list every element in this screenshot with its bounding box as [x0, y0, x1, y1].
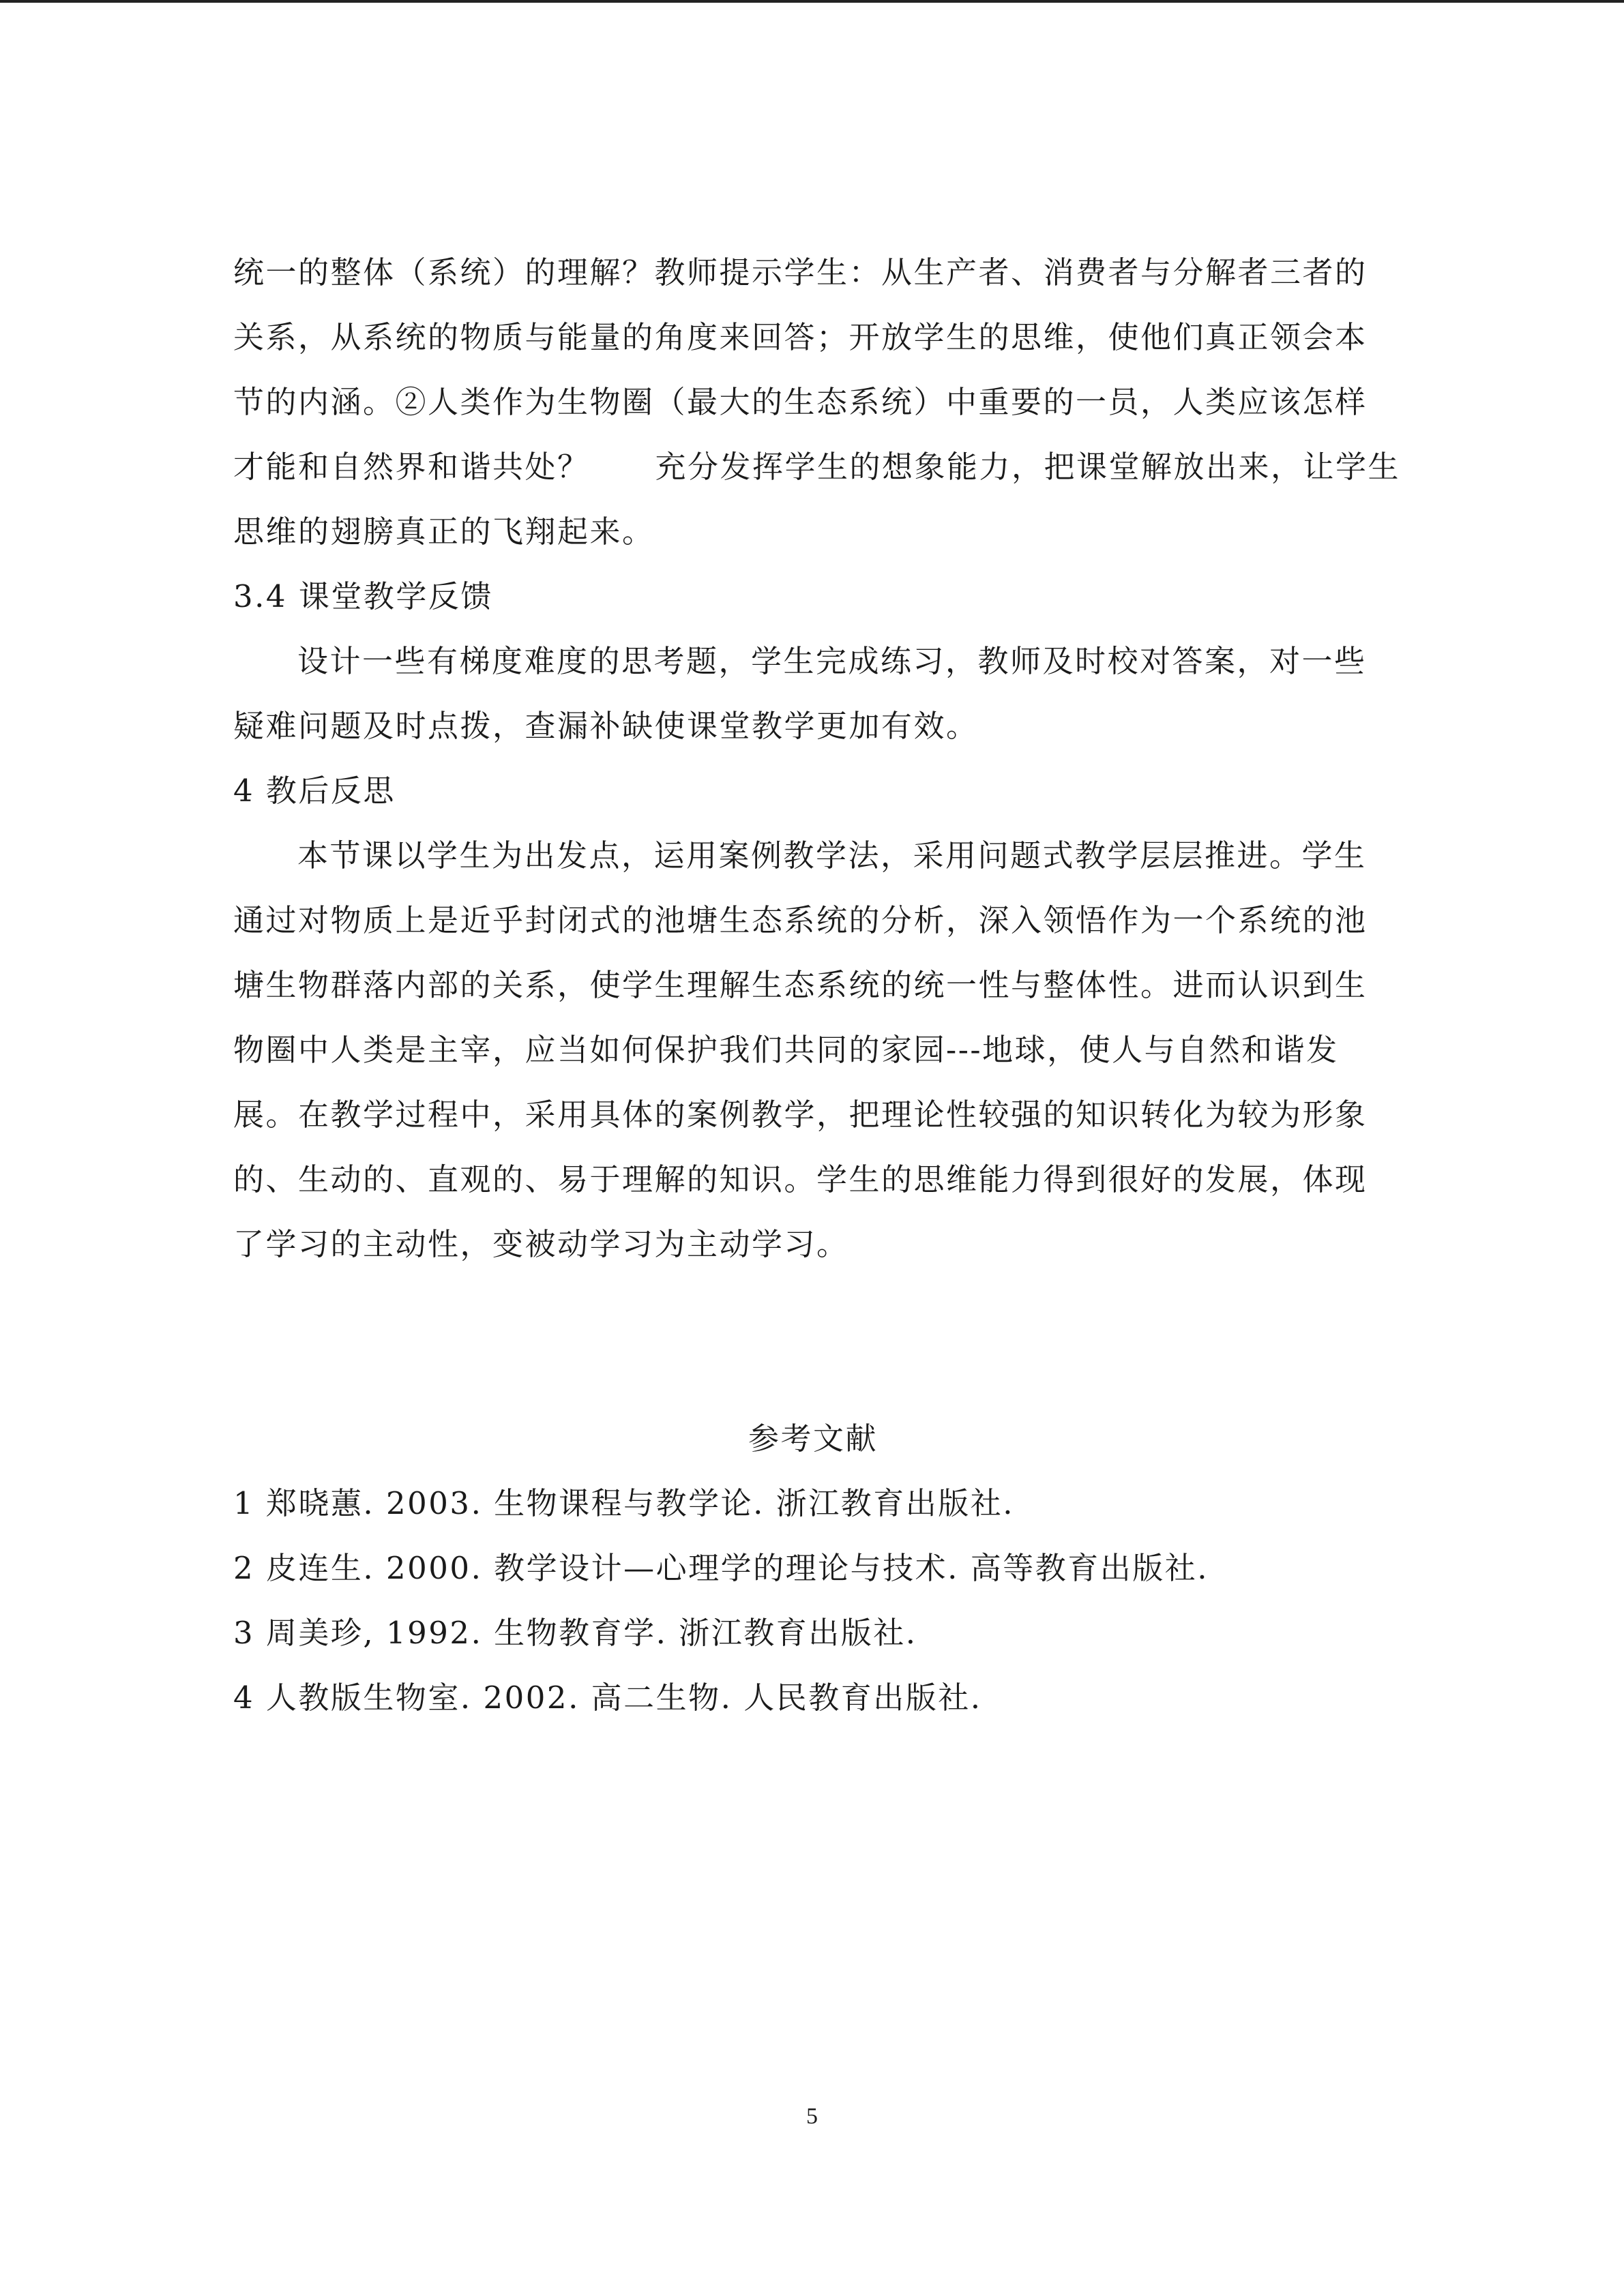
- reference-item: 2 皮连生. 2000. 教学设计—心理学的理论与技术. 高等教育出版社.: [233, 1550, 1209, 1586]
- reference-item: 4 人教版生物室. 2002. 高二生物. 人民教育出版社.: [233, 1680, 982, 1716]
- body-line: 关系，从系统的物质与能量的角度来回答；开放学生的思维，使他们真正领会本: [233, 319, 1368, 355]
- body-line-part: 才能和自然界和谐共处？: [233, 449, 590, 485]
- page-body: [233, 240, 1401, 1730]
- body-line: 思维的翅膀真正的飞翔起来。: [233, 513, 655, 550]
- body-line: 设计一些有梯度难度的思考题，学生完成练习，教师及时校对答案，对一些: [297, 643, 1367, 679]
- references-title: 参考文献: [748, 1420, 878, 1457]
- body-line-part: 充分发挥学生的想象能力，把课堂解放出来，让学生: [655, 449, 1401, 485]
- page-number: 5: [806, 2104, 818, 2129]
- body-line: 本节课以学生为出发点，运用案例教学法，采用问题式教学层层推进。学生: [297, 837, 1367, 874]
- body-line: 塘生物群落内部的关系，使学生理解生态系统的统一性与整体性。进而认识到生: [233, 967, 1368, 1003]
- body-line: 统一的整体（系统）的理解？教师提示学生：从生产者、消费者与分解者三者的: [233, 254, 1368, 290]
- body-line: 疑难问题及时点拨，查漏补缺使课堂教学更加有效。: [233, 708, 979, 744]
- body-line: 的、生动的、直观的、易于理解的知识。学生的思维能力得到很好的发展，体现: [233, 1161, 1368, 1197]
- body-line: 节的内涵。②人类作为生物圈（最大的生态系统）中重要的一员，人类应该怎样: [233, 384, 1368, 420]
- body-line: 通过对物质上是近乎封闭式的池塘生态系统的分析，深入领悟作为一个系统的池: [233, 902, 1368, 938]
- body-line: [233, 434, 1401, 499]
- reference-item: 3 周美珍, 1992. 生物教育学. 浙江教育出版社.: [233, 1615, 917, 1651]
- body-line: 展。在教学过程中，采用具体的案例教学，把理论性较强的知识转化为较为形象: [233, 1097, 1368, 1133]
- reference-item: 1 郑晓蕙. 2003. 生物课程与教学论. 浙江教育出版社.: [233, 1485, 1015, 1521]
- section-heading-4: 4 教后反思: [233, 773, 396, 809]
- spacer: [233, 1277, 1393, 1406]
- body-line: 了学习的主动性，变被动学习为主动学习。: [233, 1226, 849, 1262]
- body-line: 物圈中人类是主宰，应当如何保护我们共同的家园---地球，使人与自然和谐发: [233, 1032, 1339, 1068]
- section-heading-3-4: 3.4 课堂教学反馈: [233, 578, 493, 614]
- top-border-line: [0, 0, 1624, 3]
